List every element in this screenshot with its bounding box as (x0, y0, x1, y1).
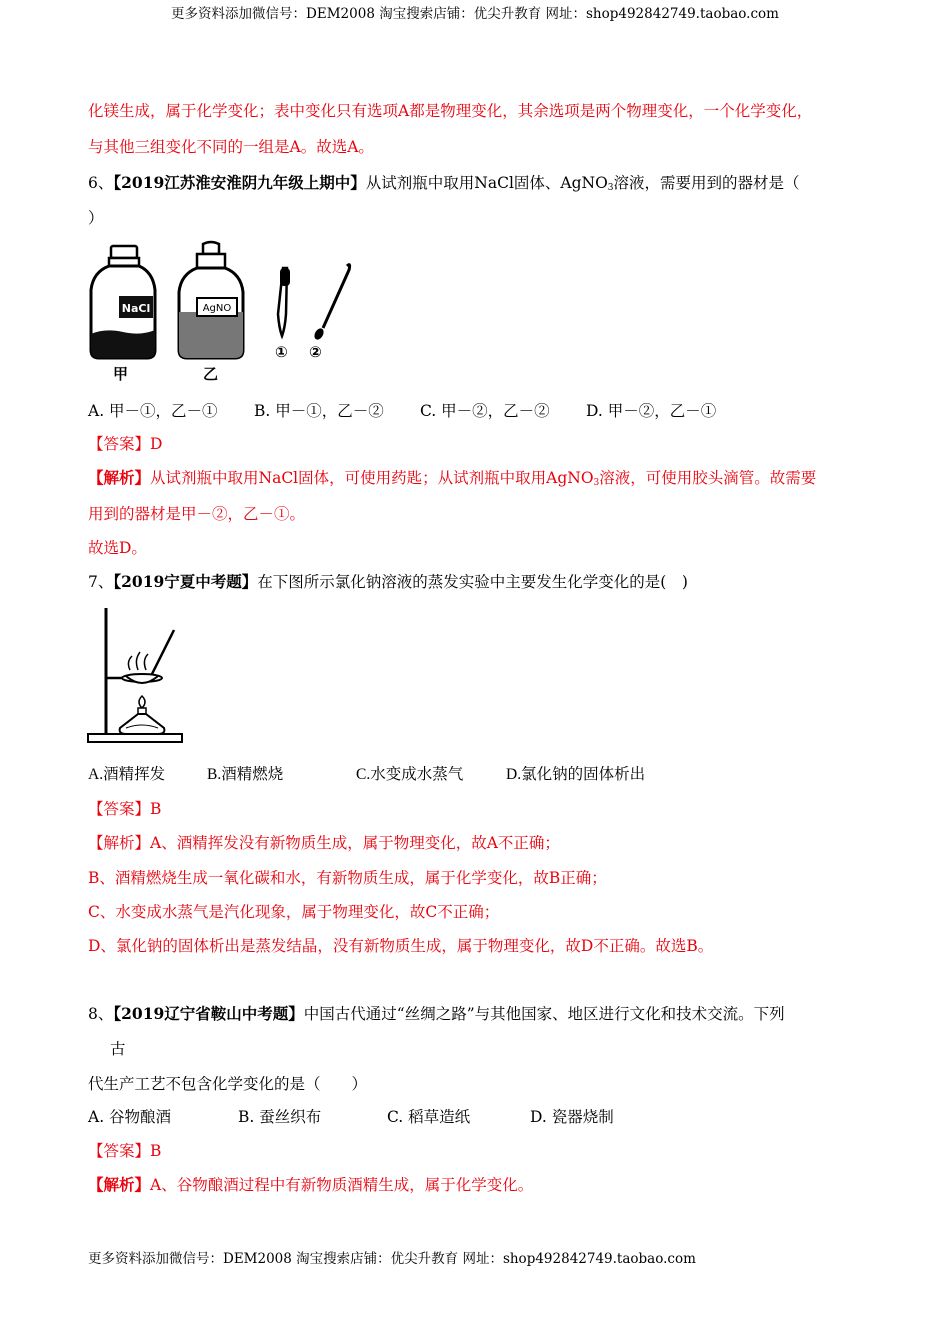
q8-option-b: B. 蚕丝织布 (238, 1108, 322, 1126)
label-yi: 乙 (203, 365, 219, 383)
q6-option-a: A. 甲－①，乙－① (88, 402, 218, 420)
q7-analysis-line-3: C、水变成水蒸气是汽化现象，属于物理变化，故C不正确； (88, 903, 500, 921)
page-header: 更多资料添加微信号：DEM2008 淘宝搜索店铺：优尖升教育 网址：shop492842749.taobao.com (171, 6, 779, 22)
q6-stem-close: ） (88, 209, 104, 227)
q8-number: 8、 (88, 1005, 114, 1023)
q8-stem-line-2: 古 (110, 1040, 126, 1058)
spoon-icon (313, 265, 350, 342)
q8-analysis-text: A、谷物酿酒过程中有新物质酒精生成，属于化学变化。 (150, 1176, 534, 1194)
q7-option-a: A.酒精挥发 (88, 766, 166, 783)
q7-source: 【2019宁夏中考题】 (113, 572, 258, 591)
q6-answer: 【答案】D (88, 435, 163, 453)
q6-analysis-b: 溶液，可使用胶头滴管。故需要 (599, 469, 817, 487)
q6-number: 6、 (88, 174, 114, 192)
q6-source: 【2019江苏淮安淮阴九年级上期中】 (113, 173, 366, 192)
q7-option-c: C.水变成水蒸气 (356, 766, 464, 783)
label-tool-1: ① (275, 343, 288, 361)
q8-option-d: D. 瓷器烧制 (530, 1108, 614, 1126)
flame-icon (139, 696, 145, 708)
q7-number: 7、 (88, 573, 114, 591)
q6-stem-a: 从试剂瓶中取用NaCl固体、AgNO (365, 174, 608, 192)
q7-answer: 【答案】B (88, 800, 162, 818)
q7-figure-evaporation (86, 604, 186, 746)
q8-stem-line-1 (88, 1003, 785, 1025)
q7-analysis-line-1: 【解析】A、酒精挥发没有新物质生成，属于物理变化，故A不正确； (88, 834, 560, 852)
q6-figure-bottles (85, 238, 365, 383)
q6-stem (88, 172, 800, 199)
label-agno3: AgNO (202, 303, 232, 314)
q8-analysis (88, 1174, 533, 1196)
q8-option-a: A. 谷物酿酒 (88, 1108, 172, 1126)
glass-rod (152, 630, 174, 674)
bottle-jia-icon (91, 246, 155, 358)
q6-analysis-tag: 【解析】 (88, 468, 151, 487)
dropper-icon (278, 268, 290, 336)
q8-stem-line-3: 代生产工艺不包含化学变化的是（ ） (88, 1075, 368, 1093)
q6-option-b: B. 甲－①，乙－② (254, 402, 384, 420)
q6-stem-b: 溶液，需要用到的器材是（ (613, 174, 800, 192)
q8-options (88, 1106, 614, 1128)
q8-source: 【2019辽宁省鞍山中考题】 (113, 1004, 304, 1023)
q6-option-d: D. 甲－②，乙－① (586, 402, 717, 420)
q8-stem-text-1: 中国古代通过“丝绸之路”与其他国家、地区进行文化和技术交流。下列 (303, 1005, 785, 1023)
q7-stem (88, 571, 688, 593)
intro-line-1: 化镁生成，属于化学变化；表中变化只有选项A都是物理变化，其余选项是两个物理变化，一个化学变化， (88, 102, 813, 120)
label-nacl: NaCl (121, 302, 151, 315)
q7-analysis-line-4: D、氯化钠的固体析出是蒸发结晶，没有新物质生成，属于物理变化，故D不正确。故选B。 (88, 937, 714, 955)
q6-option-c: C. 甲－②，乙－② (420, 402, 550, 420)
q6-options (88, 400, 716, 422)
q6-analysis-subscript: 3 (593, 478, 600, 488)
bottle-yi-icon (179, 242, 243, 358)
q7-options (88, 764, 645, 786)
q7-analysis-line-2: B、酒精燃烧生成一氧化碳和水，有新物质生成，属于化学变化，故B正确； (88, 869, 607, 887)
page-footer: 更多资料添加微信号：DEM2008 淘宝搜索店铺：优尖升教育 网址：shop492842749.taobao.com (88, 1251, 696, 1267)
q8-option-c: C. 稻草造纸 (387, 1108, 471, 1126)
q8-analysis-tag: 【解析】 (88, 1175, 151, 1194)
label-jia: 甲 (113, 365, 129, 383)
q6-analysis-line-2: 用到的器材是甲－②，乙－①。 (88, 505, 306, 523)
q6-analysis-line-3: 故选D。 (88, 539, 147, 557)
q6-analysis-line-1 (88, 467, 816, 494)
q8-answer: 【答案】B (88, 1142, 162, 1160)
label-tool-2: ② (309, 343, 322, 361)
q6-stem-subscript: 3 (607, 183, 614, 193)
alcohol-lamp (120, 714, 165, 734)
q7-option-d: D.氯化钠的固体析出 (506, 766, 646, 783)
intro-line-2: 与其他三组变化不同的一组是A。故选A。 (88, 138, 374, 156)
q6-analysis-a: 从试剂瓶中取用NaCl固体，可使用药匙；从试剂瓶中取用AgNO (150, 469, 594, 487)
q7-option-b: B.酒精燃烧 (207, 766, 284, 783)
steam-icon (128, 652, 148, 670)
q7-stem-text: 在下图所示氯化钠溶液的蒸发实验中主要发生化学变化的是( ) (257, 573, 688, 591)
